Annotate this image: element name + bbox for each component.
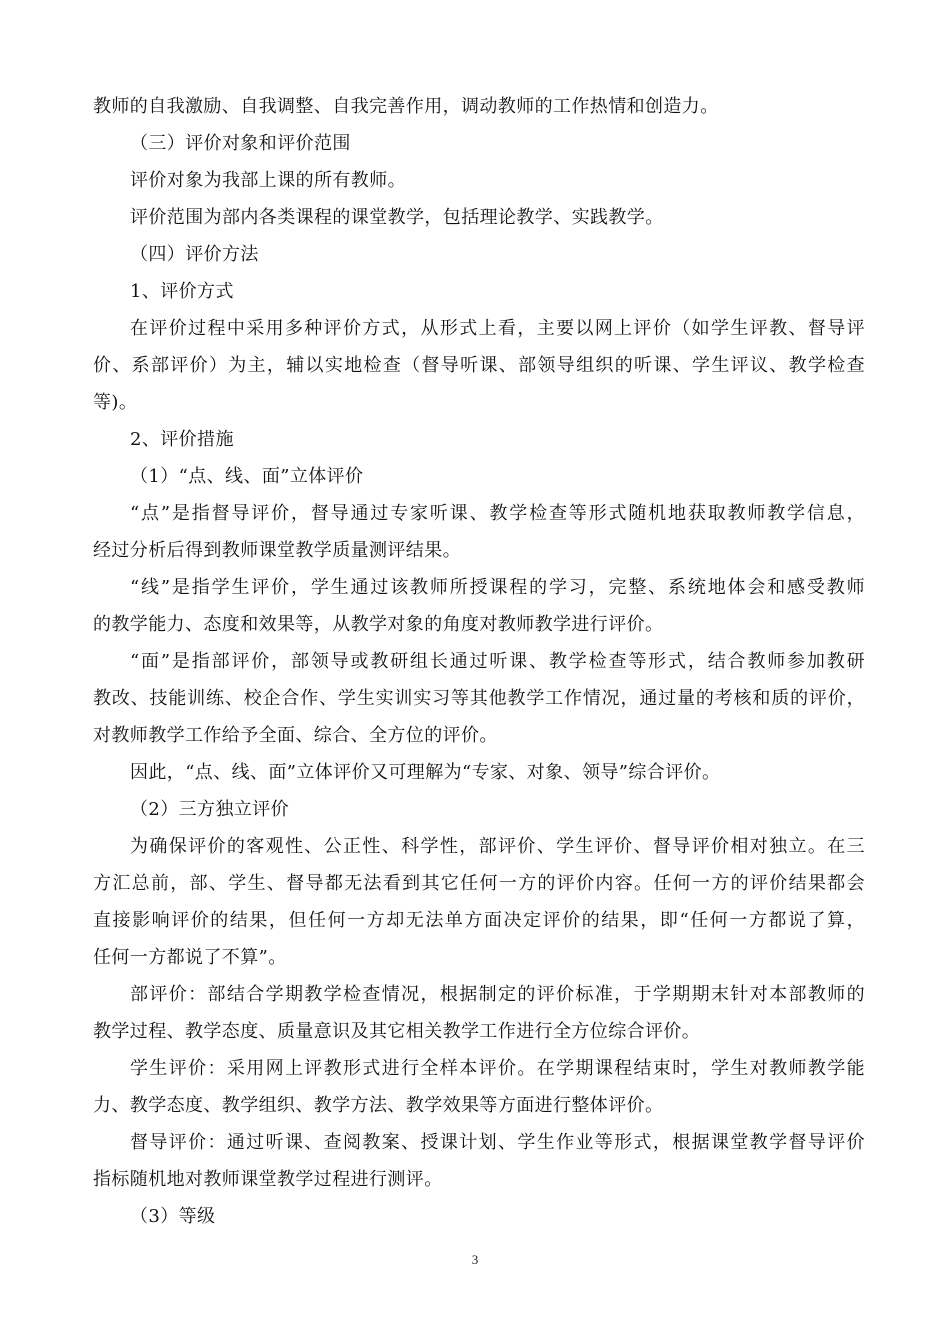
- text-line: 对教师教学工作给予全面、综合、全方位的评价。: [93, 725, 498, 746]
- paragraph: [93, 976, 865, 1050]
- paragraph: [93, 495, 865, 569]
- text-line: 直接影响评价的结果，但任何一方却无法单方面决定评价的结果，即“任何一方都说了算，: [93, 910, 865, 931]
- text-line: 学生评价：采用网上评教形式进行全样本评价。在学期课程结束时，学生对教师教学能: [130, 1058, 865, 1079]
- text-line: 在评价过程中采用多种评价方式，从形式上看，主要以网上评价（如学生评教、督导评: [130, 318, 865, 339]
- text-line: 教改、技能训练、校企合作、学生实训实习等其他教学工作情况，通过量的考核和质的评价，: [93, 688, 865, 709]
- paragraph: [93, 310, 865, 421]
- text-line: 经过分析后得到教师课堂教学质量测评结果。: [93, 540, 461, 561]
- paragraph: [93, 199, 865, 236]
- text-line: 任何一方都说了不算”。: [93, 947, 287, 968]
- text-line: 2、评价措施: [130, 429, 234, 450]
- paragraph: [93, 828, 865, 976]
- text-line: 等)。: [93, 392, 138, 413]
- text-line: 督导评价：通过听课、查阅教案、授课计划、学生作业等形式，根据课堂教学督导评价: [130, 1132, 865, 1153]
- text-line: 1、评价方式: [130, 281, 234, 302]
- paragraph: [93, 458, 865, 495]
- text-line: 指标随机地对教师课堂教学过程进行测评。: [93, 1169, 443, 1190]
- document-body: [93, 88, 865, 1235]
- paragraph: [93, 569, 865, 643]
- text-line: 力、教学态度、教学组织、教学方法、教学效果等方面进行整体评价。: [93, 1095, 664, 1116]
- text-line: 教师的自我激励、自我调整、自我完善作用，调动教师的工作热情和创造力。: [93, 96, 719, 117]
- text-line: （1）“点、线、面”立体评价: [130, 466, 364, 487]
- text-line: 评价范围为部内各类课程的课堂教学，包括理论教学、实践教学。: [130, 207, 664, 228]
- text-line: 方汇总前，部、学生、督导都无法看到其它任何一方的评价内容。任何一方的评价结果都会: [93, 873, 865, 894]
- text-line: 教学过程、教学态度、质量意识及其它相关教学工作进行全方位综合评价。: [93, 1021, 701, 1042]
- paragraph: [93, 1198, 865, 1235]
- paragraph: [93, 162, 865, 199]
- paragraph: [93, 273, 865, 310]
- paragraph: [93, 643, 865, 754]
- text-line: 因此，“点、线、面”立体评价又可理解为“专家、对象、领导”综合评价。: [130, 762, 721, 783]
- paragraph: [93, 754, 865, 791]
- page-number: 3: [471, 1252, 479, 1267]
- paragraph: [93, 1124, 865, 1198]
- text-line: （2）三方独立评价: [130, 799, 290, 820]
- text-line: 评价对象为我部上课的所有教师。: [130, 170, 406, 191]
- paragraph: [93, 125, 865, 162]
- text-line: 价、系部评价）为主，辅以实地检查（督导听课、部领导组织的听课、学生评议、教学检查: [93, 355, 865, 376]
- text-line: （3）等级: [130, 1206, 216, 1227]
- text-line: （四）评价方法: [130, 244, 259, 265]
- text-line: “点”是指督导评价，督导通过专家听课、教学检查等形式随机地获取教师教学信息，: [130, 503, 865, 524]
- text-line: “面”是指部评价，部领导或教研组长通过听课、教学检查等形式，结合教师参加教研: [130, 651, 865, 672]
- text-line: 部评价：部结合学期教学检查情况，根据制定的评价标准，于学期期末针对本部教师的: [130, 984, 865, 1005]
- text-line: 为确保评价的客观性、公正性、科学性，部评价、学生评价、督导评价相对独立。在三: [130, 836, 865, 857]
- paragraph: [93, 236, 865, 273]
- text-line: （三）评价对象和评价范围: [130, 133, 351, 154]
- paragraph: [93, 1050, 865, 1124]
- paragraph: [93, 88, 865, 125]
- paragraph: [93, 421, 865, 458]
- text-line: 的教学能力、态度和效果等，从教学对象的角度对教师教学进行评价。: [93, 614, 664, 635]
- text-line: “线”是指学生评价，学生通过该教师所授课程的学习，完整、系统地体会和感受教师: [130, 577, 865, 598]
- paragraph: [93, 791, 865, 828]
